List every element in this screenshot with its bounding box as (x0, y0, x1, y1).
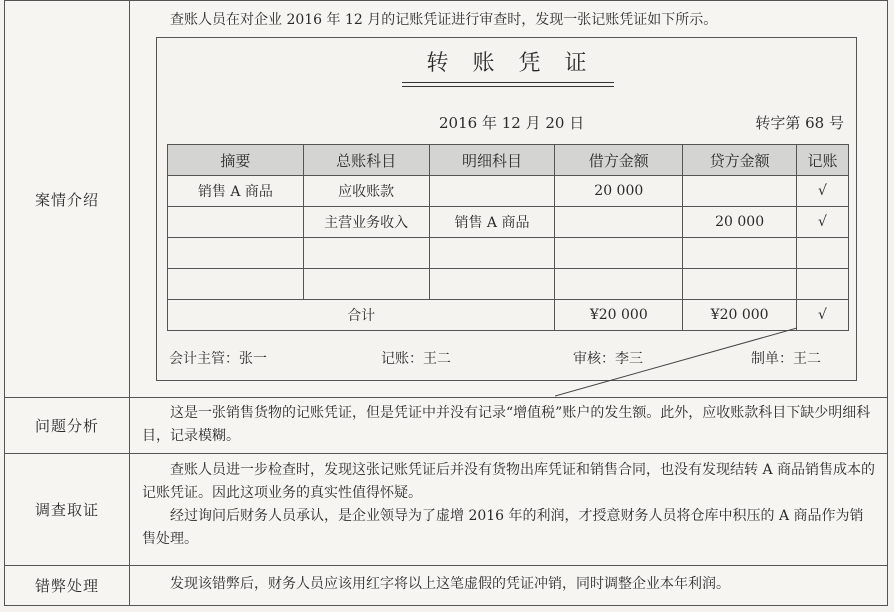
entry-posted: √ (797, 176, 849, 207)
col-general-account: 总账科目 (303, 145, 429, 176)
voucher-date: 2016 年 12 月 20 日 (439, 114, 585, 132)
row-label-case-intro: 案情介绍 (5, 1, 130, 397)
voucher-number: 转字第 68 号 (755, 114, 844, 132)
handling-content (130, 565, 887, 605)
title-underline-1 (402, 82, 614, 83)
signature-bookkeeper: 记账：王二 (381, 351, 451, 367)
total-debit: ¥20 000 (555, 300, 683, 331)
case-intro-text: 查账人员在对企业 2016 年 12 月的记账凭证进行审查时，发现一张记账凭证如下所示。 (170, 12, 718, 28)
row-investigation (5, 453, 887, 566)
total-posted: √ (797, 300, 849, 331)
voucher-title: 转账凭证 (426, 51, 611, 76)
case-intro-content (130, 1, 887, 397)
analysis-content (130, 397, 887, 453)
signature-preparer: 制单：王二 (751, 351, 821, 367)
entry-summary (168, 207, 304, 238)
col-detail-account: 明细科目 (429, 145, 555, 176)
handling-text: 发现该错弊后，财务人员应该用红字将以上这笔虚假的凭证冲销，同时调整企业本年利润。 (170, 576, 730, 592)
analysis-text: 这是一张销售货物的记账凭证，但是凭证中并没有记录“增值税”账户的发生额。此外，应收账款科目下缺少明细科目，记录模糊。 (142, 405, 871, 444)
entry-general: 主营业务收入 (303, 207, 429, 238)
entry-detail (429, 176, 555, 207)
entry-posted: √ (797, 207, 849, 238)
entry-summary: 销售 A 商品 (168, 176, 304, 207)
investigation-content (130, 453, 887, 565)
total-label: 合计 (168, 300, 555, 331)
signature-supervisor: 会计主管：张一 (169, 351, 267, 367)
title-underline-2 (402, 86, 614, 87)
row-analysis (5, 397, 887, 454)
col-credit: 贷方金额 (683, 145, 797, 176)
row-label-investigation: 调查取证 (5, 453, 130, 565)
entry-credit: 20 000 (683, 207, 797, 238)
case-study-table (4, 0, 888, 606)
investigation-text-2: 经过询问后财务人员承认，是企业领导为了虚增 2016 年的利润，才授意财务人员将仓库中积压的 A 商品作为销售处理。 (142, 508, 864, 547)
col-debit: 借方金额 (555, 145, 683, 176)
row-label-handling: 错弊处理 (5, 565, 130, 605)
total-credit: ¥20 000 (683, 300, 797, 331)
row-handling (5, 565, 887, 605)
entry-debit: 20 000 (555, 176, 683, 207)
row-label-analysis: 问题分析 (5, 397, 130, 453)
col-summary: 摘要 (168, 145, 304, 176)
col-posted: 记账 (797, 145, 849, 176)
signature-auditor: 审核：李三 (573, 351, 643, 367)
transfer-voucher (156, 37, 857, 381)
investigation-text-1: 查账人员进一步检查时，发现这张记账凭证后并没有货物出库凭证和销售合同，也没有发现结转 A 商品销售成本的记账凭证。因此这项业务的真实性值得怀疑。 (142, 462, 876, 501)
entry-detail: 销售 A 商品 (429, 207, 555, 238)
row-case-intro (5, 1, 887, 398)
entry-general: 应收账款 (303, 176, 429, 207)
